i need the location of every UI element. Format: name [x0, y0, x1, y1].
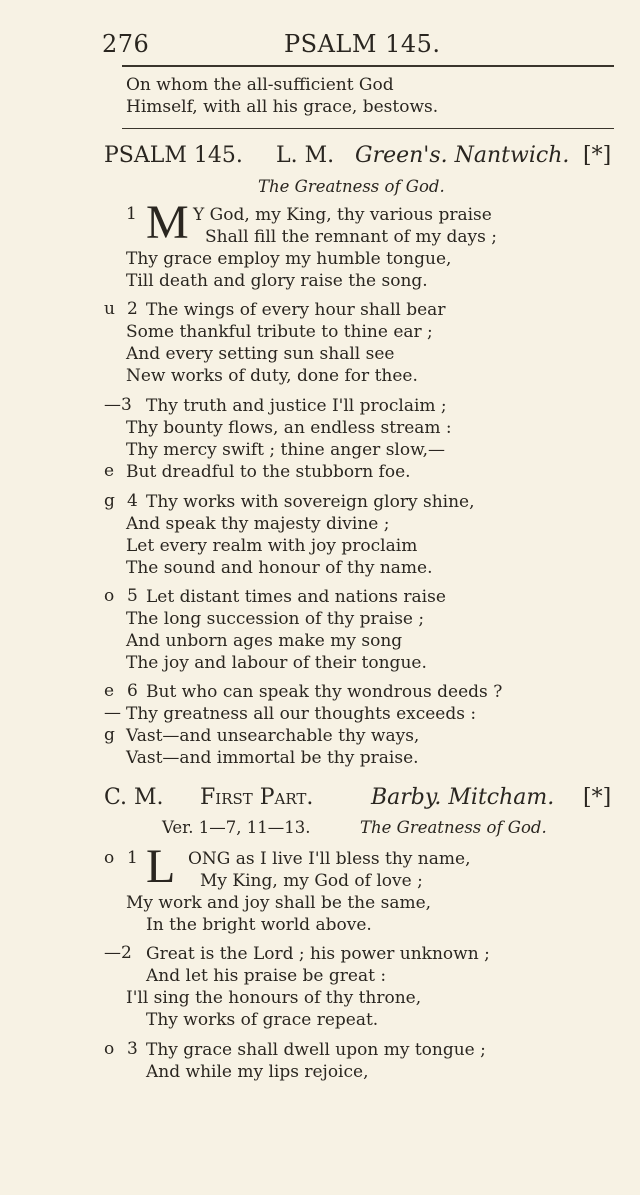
verse-line: Let every realm with joy proclaim	[126, 536, 418, 556]
verse-line: My King, my God of love ;	[200, 871, 423, 891]
header-rule	[122, 65, 614, 67]
stanza-number: —3	[104, 395, 132, 415]
verse-line: And every setting sun shall see	[126, 344, 395, 364]
hymn-star: [*]	[583, 785, 612, 810]
dynamic-mark: e	[104, 461, 115, 481]
hymn-meter: L. M.	[276, 143, 335, 168]
verse-line: The sound and honour of thy name.	[126, 558, 433, 578]
section-rule	[122, 128, 614, 129]
hymn-subtitle: The Greatness of God.	[258, 177, 445, 196]
verse-line: And let his praise be great :	[146, 966, 387, 986]
drop-capital: L	[146, 840, 176, 893]
verse-line: And while my lips rejoice,	[146, 1062, 369, 1082]
stanza-number: 5	[127, 586, 138, 606]
running-title: PSALM 145.	[284, 30, 441, 58]
verse-line: The joy and labour of their tongue.	[126, 653, 427, 673]
page-number: 276	[102, 30, 150, 58]
dynamic-mark: u	[104, 299, 115, 319]
dynamic-mark: o	[104, 586, 115, 606]
dynamic-mark: o	[104, 848, 115, 868]
verse-line: Vast—and immortal be thy praise.	[126, 748, 419, 768]
dynamic-mark: e	[104, 681, 115, 701]
hymn-tunes: Green's. Nantwich.	[355, 143, 570, 168]
verse-line: Shall fill the remnant of my days ;	[205, 227, 497, 247]
verse-line: The long succession of thy praise ;	[126, 609, 425, 629]
verse-line: Thy grace shall dwell upon my tongue ;	[146, 1040, 486, 1060]
drop-capital: M	[146, 196, 189, 249]
hymn-meter: C. M.	[104, 785, 164, 810]
verse-line: Thy truth and justice I'll proclaim ;	[146, 396, 447, 416]
verse-line: And unborn ages make my song	[126, 631, 403, 651]
stanza-number: 2	[127, 299, 138, 319]
verse-line: ONG as I live I'll bless thy name,	[188, 849, 471, 869]
stanza-number: 4	[127, 491, 138, 511]
verse-line: Y God, my King, thy various praise	[193, 205, 492, 225]
stanza-number: 1	[126, 204, 137, 224]
stanza-number: —2	[104, 943, 132, 963]
dynamic-mark: g	[104, 491, 115, 511]
dynamic-mark: o	[104, 1039, 115, 1059]
verse-line: And speak thy majesty divine ;	[126, 514, 390, 534]
stanza-number: 6	[127, 681, 138, 701]
verse-line: The wings of every hour shall bear	[146, 300, 446, 320]
verse-line: Great is the Lord ; his power unknown ;	[146, 944, 490, 964]
verse-line: But dreadful to the stubborn foe.	[126, 462, 411, 482]
stanza-number: 3	[127, 1039, 138, 1059]
stanza-number: 1	[127, 848, 138, 868]
hymn-heading-psalm: PSALM 145.	[104, 143, 243, 168]
hymn-part: First Part.	[200, 785, 314, 810]
hymn-verses: Ver. 1—7, 11—13.	[162, 818, 311, 837]
hymn-star: [*]	[583, 143, 612, 168]
verse-line: My work and joy shall be the same,	[126, 893, 432, 913]
verse-line: Some thankful tribute to thine ear ;	[126, 322, 433, 342]
verse-line: Thy works with sovereign glory shine,	[146, 492, 475, 512]
verse-line: Thy greatness all our thoughts exceeds :	[126, 704, 477, 724]
dynamic-mark: g	[104, 725, 115, 745]
verse-line: But who can speak thy wondrous deeds ?	[146, 682, 503, 702]
verse-line: Till death and glory raise the song.	[126, 271, 428, 291]
verse-line: Thy grace employ my humble tongue,	[126, 249, 452, 269]
verse-line: Thy bounty flows, an endless stream :	[126, 418, 452, 438]
hymn-tunes: Barby. Mitcham.	[371, 785, 555, 810]
verse-line: Thy works of grace repeat.	[146, 1010, 379, 1030]
verse-line: New works of duty, done for thee.	[126, 366, 418, 386]
verse-line: Vast—and unsearchable thy ways,	[126, 726, 420, 746]
dynamic-mark: —	[104, 703, 121, 723]
verse-line: Thy mercy swift ; thine anger slow,—	[126, 440, 446, 460]
verse-line: Let distant times and nations raise	[146, 587, 446, 607]
carry-over-line: On whom the all-sufficient God	[126, 75, 394, 95]
verse-line: I'll sing the honours of thy throne,	[126, 988, 422, 1008]
verse-line: In the bright world above.	[146, 915, 372, 935]
hymn-subtitle: The Greatness of God.	[360, 818, 547, 837]
carry-over-line: Himself, with all his grace, bestows.	[126, 97, 439, 117]
